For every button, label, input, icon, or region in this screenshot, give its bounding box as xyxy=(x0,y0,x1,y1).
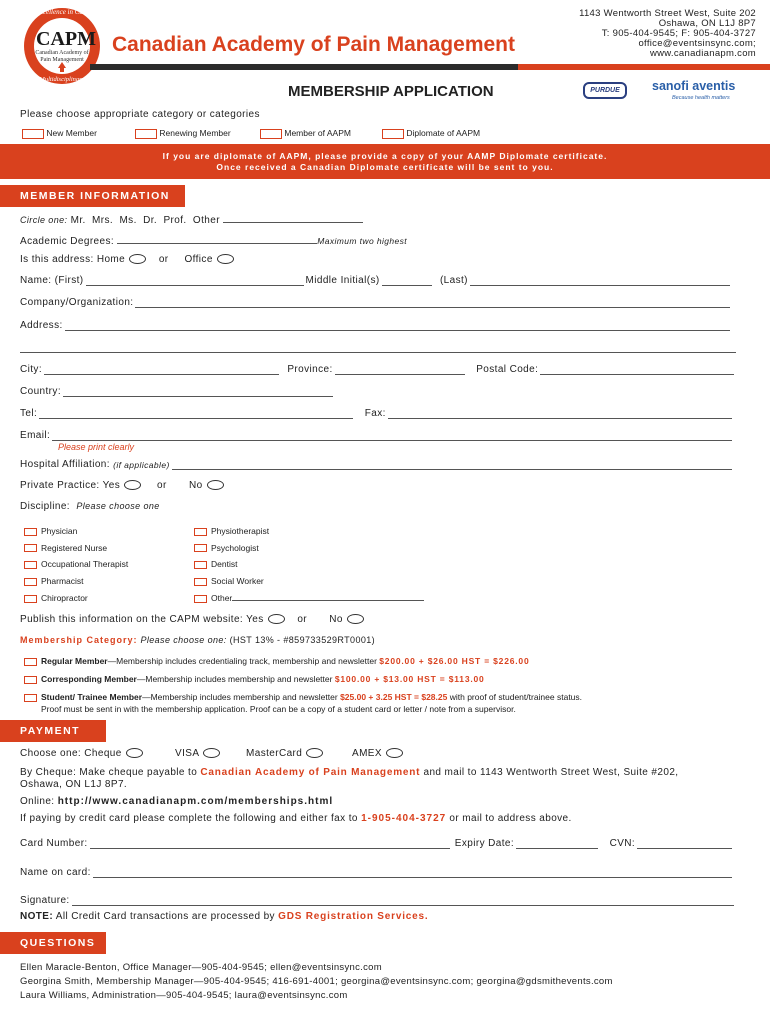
diplomate-banner xyxy=(0,144,770,179)
private-yes-radio[interactable] xyxy=(124,480,141,490)
payment-choice-row: Choose one: Cheque VISA MasterCard AMEX xyxy=(20,748,143,759)
logo-arc-bottom: Multidisciplinary xyxy=(39,76,85,83)
tel-field[interactable] xyxy=(39,409,353,419)
header-website: www.canadianapm.com xyxy=(649,48,756,59)
city-row: City: Province: Postal Code: xyxy=(20,364,736,375)
discipline-social-worker[interactable]: Social Worker xyxy=(194,573,424,590)
discipline-chiropractor[interactable]: Chiropractor xyxy=(24,590,128,607)
discipline-psychologist[interactable]: Psychologist xyxy=(194,540,424,557)
membership-student[interactable]: Student/ Trainee Member—Membership includes membership and newsletter $25.00 + 3.25 HST = $28.25 with proof of student/trainee status. xyxy=(24,692,582,702)
credit-instructions: If paying by credit card please complete the following and either fax to 1-905-404-3727 or mail to address above. xyxy=(20,813,572,824)
card-number-row: Card Number: Expiry Date: CVN: xyxy=(20,838,734,849)
membership-corresponding[interactable]: Corresponding Member—Membership includes membership and newsletter $100.00 + $13.00 HST = $113.00 xyxy=(24,674,485,684)
last-name-field[interactable] xyxy=(470,276,730,286)
email-row: Email: xyxy=(20,430,734,441)
first-name-field[interactable] xyxy=(86,276,304,286)
banner-line2: Once received a Canadian Diplomate certificate will be sent to you. xyxy=(216,162,554,172)
card-number-field[interactable] xyxy=(90,839,450,849)
hospital-field[interactable] xyxy=(172,460,732,470)
contact-block xyxy=(579,9,756,59)
discipline-row: Discipline: Please choose one xyxy=(20,501,160,512)
expiry-field[interactable] xyxy=(516,839,598,849)
company-field[interactable] xyxy=(135,298,730,308)
discipline-pharmacist[interactable]: Pharmacist xyxy=(24,573,128,590)
discipline-other[interactable]: Other xyxy=(194,590,424,607)
address-line1: 1143 Wentworth Street West, Suite 202 xyxy=(579,8,756,19)
signature-field[interactable] xyxy=(72,896,734,906)
postal-code-field[interactable] xyxy=(540,365,734,375)
checkbox[interactable] xyxy=(135,129,157,139)
banner-line1: If you are diplomate of AAPM, please provide a copy of your AAMP Diplomate certificate. xyxy=(162,151,608,161)
middle-initial-field[interactable] xyxy=(382,276,432,286)
amex-radio[interactable] xyxy=(386,748,403,758)
cheque-radio[interactable] xyxy=(126,748,143,758)
signature-row: Signature: xyxy=(20,895,736,906)
phone-fax: T: 905-404-9545; F: 905-404-3727 xyxy=(601,28,756,39)
salutation-row: Circle one: Mr. Mrs. Ms. Dr. Prof. Other xyxy=(20,212,363,226)
header-rule-red xyxy=(518,64,770,70)
category-prompt: Please choose appropriate category or categories xyxy=(20,109,260,120)
online-link[interactable]: http://www.canadianapm.com/memberships.html xyxy=(57,796,334,807)
discipline-other-field[interactable] xyxy=(232,592,424,601)
salutation-other-field[interactable] xyxy=(223,212,363,223)
discipline-list-left xyxy=(24,523,128,607)
email-field[interactable] xyxy=(52,431,732,441)
membership-regular[interactable]: Regular Member—Membership includes credentialing track, membership and newsletter $200.00 + $26.00 HST = $226.00 xyxy=(24,656,529,666)
office-radio[interactable] xyxy=(217,254,234,264)
degrees-row: Academic Degrees: Maximum two highest xyxy=(20,233,407,247)
contact-georgina: Georgina Smith, Membership Manager—905-404-9545; 416-691-4001; georgina@eventsinsync.com; georgina@gdsmithevents.com xyxy=(20,976,613,987)
address-field-2[interactable] xyxy=(20,352,736,353)
form-title: MEMBERSHIP APPLICATION xyxy=(288,83,494,100)
name-row: Name: (First) Middle Initial(s) (Last) xyxy=(20,275,732,286)
checkbox[interactable] xyxy=(382,129,404,139)
cvn-field[interactable] xyxy=(637,839,732,849)
section-payment: PAYMENT xyxy=(0,720,106,742)
discipline-list-right xyxy=(194,523,424,607)
contacts-list xyxy=(20,961,613,1003)
salutation-options[interactable]: Mr. Mrs. Ms. Dr. Prof. Other xyxy=(70,215,220,226)
contact-ellen: Ellen Maracle-Benton, Office Manager—905-404-9545; ellen@eventsinsync.com xyxy=(20,962,382,973)
fax-field[interactable] xyxy=(388,409,732,419)
print-note: Please print clearly xyxy=(58,442,135,452)
address-row: Address: xyxy=(20,320,732,331)
category-new-member[interactable]: New Member xyxy=(22,128,97,139)
address-line2: Oshawa, ON L1J 8P7 xyxy=(658,18,756,29)
header-rule-dark xyxy=(90,64,518,70)
publish-yes-radio[interactable] xyxy=(268,614,285,624)
student-proof-note: Proof must be sent in with the membership application. Proof can be a copy of a student card or letter / note from a supervisor. xyxy=(41,704,516,714)
discipline-registered-nurse[interactable]: Registered Nurse xyxy=(24,540,128,557)
checkbox[interactable] xyxy=(260,129,282,139)
discipline-occupational-therapist[interactable]: Occupational Therapist xyxy=(24,556,128,573)
discipline-physiotherapist[interactable]: Physiotherapist xyxy=(194,523,424,540)
company-row: Company/Organization: xyxy=(20,297,732,308)
org-name: Canadian Academy of Pain Management xyxy=(112,33,515,56)
logo-text: CAPM xyxy=(36,28,96,50)
purdue-logo xyxy=(583,82,627,99)
visa-radio[interactable] xyxy=(203,748,220,758)
logo-arc-top: Excellence in Care xyxy=(35,8,89,16)
contact-laura: Laura Williams, Administration—905-404-9545; laura@eventsinsync.com xyxy=(20,990,348,1001)
payment-note: NOTE: All Credit Card transactions are processed by GDS Registration Services. xyxy=(20,911,429,922)
tel-fax-row: Tel: Fax: xyxy=(20,408,734,419)
private-practice-row: Private Practice: Yes or No xyxy=(20,480,224,491)
country-field[interactable] xyxy=(63,387,333,397)
sanofi-logo: sanofi aventis xyxy=(652,79,736,93)
section-questions: QUESTIONS xyxy=(0,932,106,954)
address-type-row: Is this address: Home or Office xyxy=(20,254,234,265)
category-diplomate-aapm[interactable]: Diplomate of AAPM xyxy=(382,128,480,139)
discipline-dentist[interactable]: Dentist xyxy=(194,556,424,573)
address-field-1[interactable] xyxy=(65,321,730,331)
section-member-information: MEMBER INFORMATION xyxy=(0,185,185,207)
private-no-radio[interactable] xyxy=(207,480,224,490)
cheque-instructions: By Cheque: Make cheque payable to Canadian Academy of Pain Management and mail to 1143 Wentworth Street West, Suite #202, Oshawa, ON L1J 8P7. xyxy=(20,767,679,790)
checkbox[interactable] xyxy=(22,129,44,139)
category-renewing-member[interactable]: Renewing Member xyxy=(135,128,231,139)
logo-subtext: Canadian Academy of Pain Management xyxy=(35,50,89,63)
publish-row: Publish this information on the CAPM website: Yes or No xyxy=(20,614,364,625)
city-field[interactable] xyxy=(44,365,279,375)
name-on-card-field[interactable] xyxy=(93,868,732,878)
discipline-physician[interactable]: Physician xyxy=(24,523,128,540)
mastercard-radio[interactable] xyxy=(306,748,323,758)
category-member-aapm[interactable]: Member of AAPM xyxy=(260,128,351,139)
hospital-row: Hospital Affiliation: (if applicable) xyxy=(20,459,734,470)
header-email: office@eventsinsync.com; xyxy=(638,38,756,49)
degrees-field[interactable] xyxy=(117,233,317,244)
publish-no-radio[interactable] xyxy=(347,614,364,624)
membership-category-row: Membership Category: Please choose one: (HST 13% - #859733529RT0001) xyxy=(20,635,376,645)
sanofi-tagline: Because health matters xyxy=(672,95,730,101)
country-row: Country: xyxy=(20,386,335,397)
name-on-card-row: Name on card: xyxy=(20,867,734,878)
province-field[interactable] xyxy=(335,365,465,375)
purdue-text: PURDUE xyxy=(590,87,620,94)
online-row: Online: http://www.canadianapm.com/memberships.html xyxy=(20,796,334,807)
home-radio[interactable] xyxy=(129,254,146,264)
capm-logo xyxy=(22,6,102,86)
